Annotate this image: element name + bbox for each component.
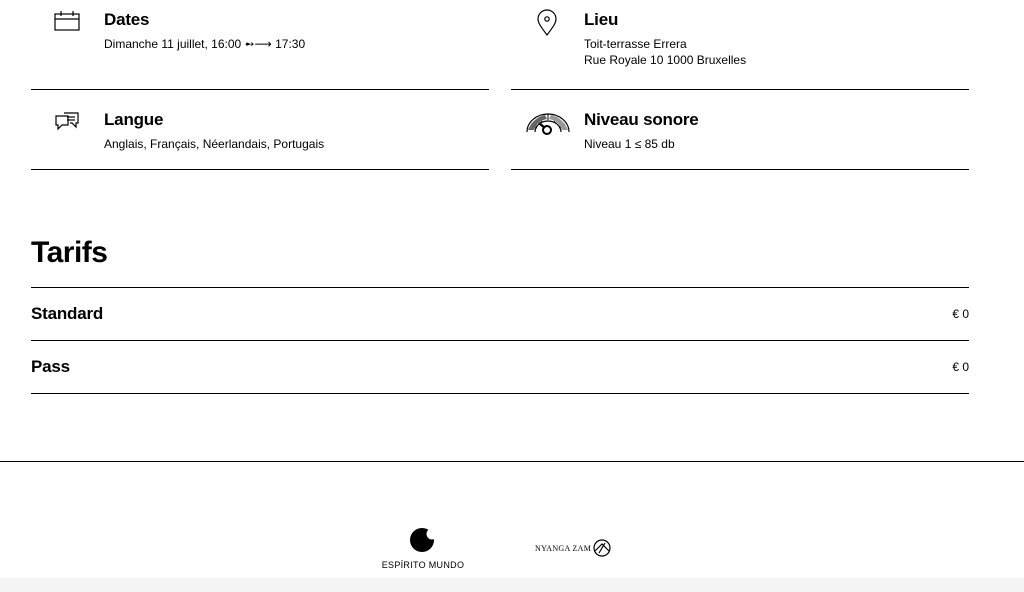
- dates-title: Dates: [104, 10, 150, 29]
- tarif-name: Standard: [31, 304, 104, 323]
- niveau-value: Niveau 1 ≤ 85 db: [584, 137, 675, 151]
- lieu-address: Rue Royale 10 1000 Bruxelles: [584, 53, 747, 67]
- tarif-row-pass: [31, 341, 969, 394]
- info-dates: [31, 0, 489, 90]
- lieu-venue: Toit-terrasse Errera: [584, 37, 687, 51]
- partner-logos: [0, 520, 1024, 575]
- footer-divider: [0, 461, 1024, 462]
- espirito-mundo-logo-text: ESPÍRITO MUNDO: [381, 560, 465, 570]
- tarif-name: Pass: [31, 357, 70, 376]
- tarif-list: [31, 287, 969, 394]
- lieu-title: Lieu: [584, 10, 619, 29]
- bottom-bar: [0, 578, 1024, 592]
- tarifs-section: [31, 233, 969, 394]
- espirito-mundo-logo-icon: [405, 525, 441, 553]
- partner-nyanga-zam-link[interactable]: [535, 538, 613, 558]
- tarif-price: € 0: [952, 360, 969, 374]
- sound-meter-icon: [525, 110, 571, 138]
- nyanga-zam-logo-text: NYANGA ZAM: [535, 543, 592, 553]
- dates-value: Dimanche 11 juillet, 16:00 ➻⟶ 17:30: [104, 37, 306, 51]
- info-langue: [31, 90, 489, 170]
- tarif-price: € 0: [952, 307, 969, 321]
- speech-bubbles-icon: [53, 110, 83, 138]
- tarifs-heading: Tarifs: [31, 236, 108, 269]
- langue-value: Anglais, Français, Néerlandais, Portugais: [104, 137, 325, 151]
- nyanga-zam-emblem-icon: [591, 538, 613, 558]
- partner-espirito-mundo-link[interactable]: [378, 525, 468, 570]
- event-info-grid: [31, 0, 969, 170]
- info-niveau-sonore: [511, 90, 969, 170]
- calendar-icon: [53, 8, 83, 36]
- map-pin-icon: [533, 8, 563, 36]
- niveau-title: Niveau sonore: [584, 110, 699, 129]
- info-lieu: [511, 0, 969, 90]
- langue-title: Langue: [104, 110, 164, 129]
- tarif-row-standard: [31, 288, 969, 341]
